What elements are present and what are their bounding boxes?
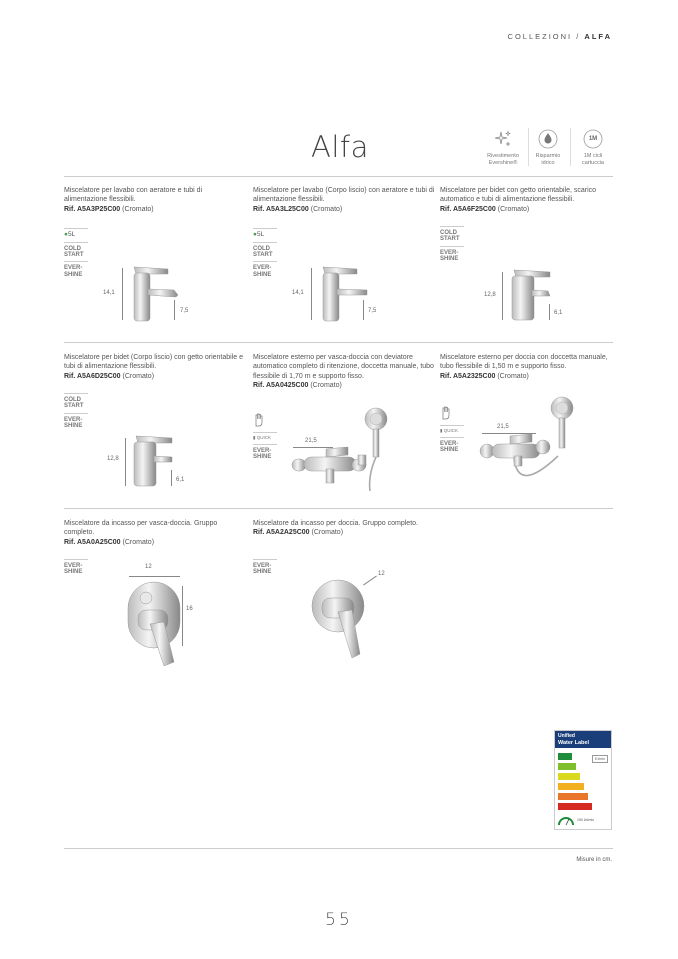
product-description: Miscelatore per bidet con getto orientabile, scarico automatico e tubi di alimentazione flessibili.	[440, 187, 597, 204]
product-badges	[253, 559, 277, 579]
breadcrumb-separator: /	[576, 32, 581, 41]
product-badges	[253, 410, 277, 464]
evershine-badge: EVER-SHINE	[253, 261, 277, 281]
product-bidet-mixer-smooth: Miscelatore per bidet (Corpo liscio) con getto orientabile e tubi di alimentazione flessibili. Rif. A5A6D25C00 (Cromato)	[64, 353, 246, 381]
rating-bar-4	[558, 783, 584, 790]
dimension-line	[122, 268, 123, 320]
section-divider	[64, 176, 613, 177]
shower-mixer-image	[478, 394, 578, 498]
product-badges	[440, 226, 464, 265]
hand-icon	[440, 403, 464, 425]
product-bidet-mixer: Miscelatore per bidet con getto orientabile, scarico automatico e tubi di alimentazione flessibili. Rif. A5A6F25C00 (Cromato)	[440, 186, 622, 214]
section-divider	[64, 508, 613, 509]
gauge-icon	[558, 813, 574, 827]
evershine-badge: EVER-SHINE	[64, 413, 88, 433]
drop-icon: ●	[64, 231, 68, 238]
section-divider	[64, 342, 613, 343]
dimension-height: 12,8	[107, 456, 119, 462]
bidet-mixer-image	[508, 268, 558, 322]
dimension-line	[125, 438, 126, 486]
page-number: 55	[325, 910, 353, 930]
evershine-badge: EVER-SHINE	[64, 261, 88, 281]
product-basin-mixer: Miscelatore per lavabo con aeratore e tubi di alimentazione flessibili. Rif. A5A3P25C00 (Cromato)	[64, 186, 246, 214]
dimension-depth: 7,5	[368, 308, 377, 314]
bidet-mixer-image	[130, 434, 180, 488]
feature-water-saving: Risparmio idrico	[526, 128, 570, 167]
evershine-badge: EVER-SHINE	[440, 246, 464, 266]
product-concealed-shower: Miscelatore da incasso per doccia. Gruppo completo. Rif. A5A2A25C00 (Cromato)	[253, 519, 435, 538]
section-divider	[64, 848, 613, 849]
dimension-height: 16	[186, 606, 193, 612]
product-code: A5A3L25C00	[265, 205, 309, 213]
concealed-mixer-image	[310, 578, 370, 660]
dimension-line	[502, 272, 503, 320]
sparkle-icon	[492, 128, 514, 150]
rating-marker: 5 l/min	[592, 755, 608, 763]
product-badges	[253, 228, 277, 281]
cycle-1m-icon: 1M	[582, 128, 604, 150]
evershine-badge: EVER-SHINE	[253, 444, 277, 464]
water-badge: ●5L	[64, 228, 88, 242]
water-label-footer: 150 l/d/min	[577, 818, 595, 822]
concealed-mixer-image	[124, 580, 184, 668]
product-description: Miscelatore per lavabo (Corpo liscio) con aeratore e tubi di alimentazione flessibili.	[253, 187, 435, 204]
product-code: A5A6D25C00	[76, 372, 121, 380]
rating-bar-5	[558, 793, 588, 800]
basin-mixer-image	[128, 265, 184, 323]
dimension-width: 21,5	[305, 438, 317, 444]
page-title: Alfa	[311, 130, 369, 164]
basin-mixer-image	[317, 265, 373, 323]
hand-icon	[253, 410, 277, 432]
cold-start-badge: COLD START	[440, 226, 464, 246]
dimension-height: 14,1	[292, 290, 304, 296]
dimension-height: 14,1	[103, 290, 115, 296]
product-code: A5A0A25C00	[76, 538, 121, 546]
water-label-header: Unified Water Label	[555, 731, 611, 748]
rating-bar-6	[558, 803, 592, 810]
product-shower-mixer: Miscelatore esterno per doccia con doccetta manuale, tubo flessibile di 1,50 m e supporto fisso. Rif. A5A2325C00 (Cromato)	[440, 353, 622, 381]
product-description: Miscelatore per bidet (Corpo liscio) con getto orientabile e tubi di alimentazione flessibili.	[64, 354, 243, 371]
dimension-line	[129, 576, 180, 577]
dimension-depth: 7,5	[180, 308, 189, 314]
product-badges	[64, 393, 88, 432]
product-bath-shower-mixer: Miscelatore esterno per vasca-doccia con deviatore automatico completo di ritenzione, doccetta manuale, tubo flessibile di 1,70 m e supporto fisso. Rif. A5A0425C00 (Cromato)	[253, 354, 434, 390]
thermometer-icon: ▮	[253, 435, 256, 441]
product-basin-mixer-smooth: Miscelatore per lavabo (Corpo liscio) con aeratore e tubi di alimentazione flessibili. Rif. A5A3L25C00 (Cromato)	[253, 187, 435, 213]
product-description: Miscelatore esterno per vasca-doccia con deviatore automatico completo di ritenzione, doccetta manuale, tubo flessibile di 1,70 m e supporto fisso.	[253, 354, 434, 380]
water-badge: ●5L	[253, 228, 277, 242]
cold-start-badge: COLD START	[64, 242, 88, 262]
dimension-height: 12,8	[484, 292, 496, 298]
evershine-badge: EVER-SHINE	[440, 437, 464, 457]
dimension-width: 12	[378, 571, 385, 577]
quick-badge: ▮ QUICK	[253, 432, 277, 444]
thermometer-icon: ▮	[440, 428, 443, 434]
rating-bar-2	[558, 763, 576, 770]
product-code: A5A6F25C00	[452, 205, 496, 213]
product-description: Miscelatore per lavabo con aeratore e tubi di alimentazione flessibili.	[64, 187, 203, 204]
feature-evershine: Rivestimento Evershine®	[481, 128, 525, 167]
rating-bar-1	[558, 753, 572, 760]
evershine-badge: EVER-SHINE	[253, 559, 277, 579]
cold-start-badge: COLD START	[64, 393, 88, 413]
feature-cartridge: 1M 1M cicli cartuccia	[571, 128, 615, 167]
quick-badge: ▮ QUICK	[440, 425, 464, 437]
product-badges	[64, 559, 88, 579]
product-badges	[440, 403, 464, 457]
measure-note: Misure in cm.	[576, 857, 612, 863]
rating-bar-3	[558, 773, 580, 780]
product-badges	[64, 228, 88, 281]
water-drop-icon	[537, 128, 559, 150]
product-description: Miscelatore da incasso per doccia. Gruppo completo.	[253, 520, 418, 527]
product-description: Miscelatore esterno per doccia con doccetta manuale, tubo flessibile di 1,50 m e supporto fisso.	[440, 354, 608, 371]
cold-start-badge: COLD START	[253, 242, 277, 262]
product-description: Miscelatore da incasso per vasca-doccia. Gruppo completo.	[64, 520, 218, 537]
evershine-badge: EVER-SHINE	[64, 559, 88, 579]
product-code: A5A2325C00	[452, 372, 496, 380]
product-code: A5A2A25C00	[265, 529, 310, 537]
product-code: A5A0425C00	[265, 382, 309, 390]
dimension-width: 21,5	[497, 424, 509, 430]
product-code: A5A3P25C00	[76, 205, 121, 213]
water-label	[554, 730, 612, 830]
breadcrumb-collection: ALFA	[584, 32, 612, 41]
product-concealed-bath-shower: Miscelatore da incasso per vasca-doccia. Gruppo completo. Rif. A5A0A25C00 (Cromato)	[64, 519, 246, 547]
dimension-width: 12	[145, 564, 152, 570]
drop-icon: ●	[253, 231, 257, 238]
dimension-depth: 6,1	[176, 477, 185, 483]
breadcrumb	[508, 32, 612, 41]
dimension-line	[311, 268, 312, 320]
dimension-depth: 6,1	[554, 310, 563, 316]
bath-shower-mixer-image	[290, 405, 390, 495]
breadcrumb-section: COLLEZIONI	[507, 32, 573, 41]
